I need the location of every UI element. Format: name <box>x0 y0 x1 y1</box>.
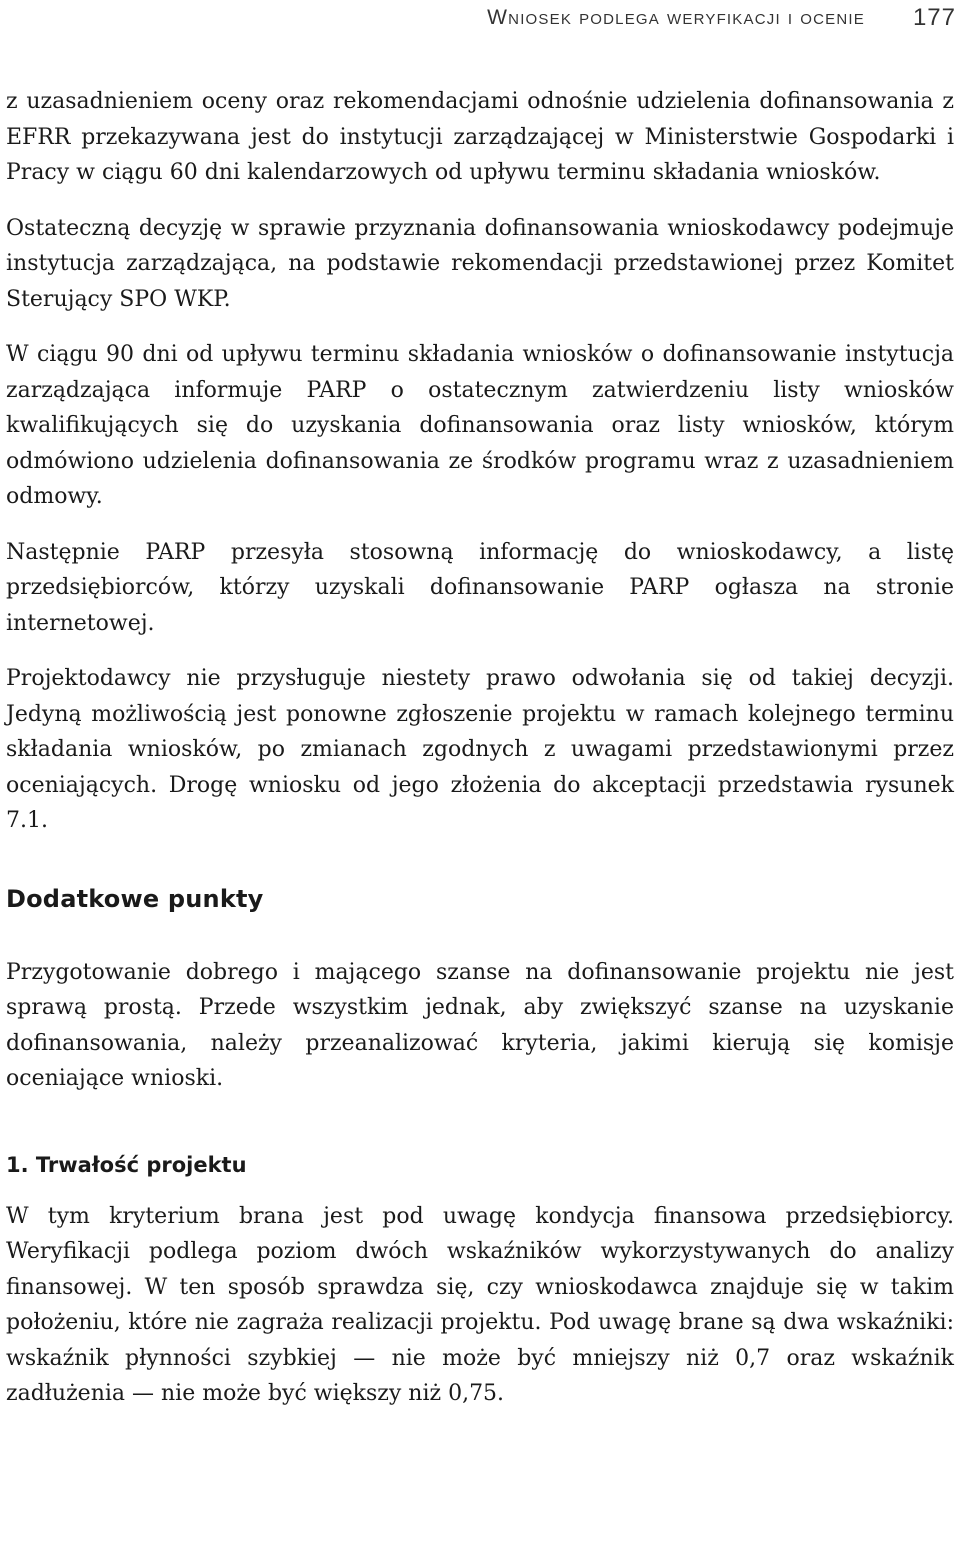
paragraph-no-appeal: Projektodawcy nie przysługuje niestety prawo odwołania się od takiej decyzji. Jedyną możliwością jest ponowne zgłoszenie projektu w ramach kolejnego terminu składania wniosków, po zmianach zgodnych z uwagami przedstawionymi przez oceniających. Drogę wniosku od jego złożenia do akceptacji przedstawia rysunek 7.1. <box>6 666 954 833</box>
paragraph-approval-notice: W ciągu 90 dni od upływu terminu składania wniosków o dofinansowanie instytucja zarządzająca informuje PARP o ostatecznym zatwierdzeniu listy wniosków kwalifikujących się do uzyskania dofinansowania oraz listy wniosków, którym odmówiono udzielenia dofinansowania ze środków programu wraz z uzasadnieniem odmowy. <box>6 342 954 509</box>
paragraph-parp-publication: Następnie PARP przesyła stosowną informację do wnioskodawcy, a listę przedsiębiorców, którzy uzyskali dofinansowanie PARP ogłasza na stronie internetowej. <box>6 539 954 636</box>
running-header <box>0 0 956 36</box>
running-header-title: Wniosek podlega weryfikacji i ocenie <box>487 6 865 29</box>
subsection-paragraph: W tym kryterium brana jest pod uwagę kondycja finansowa przedsiębiorcy. Weryfikacji podlega poziom dwóch wskaźników wykorzystywanych do analizy finansowej. W ten sposób sprawdza się, czy wnioskodawca znajduje się w takim położeniu, które nie zagraża realizacji projektu. Pod uwagę brane są dwa wskaźniki: wskaźnik płynności szybkiej — nie może być mniejszy niż 0,7 oraz wskaźnik zadłużenia — nie może być większy niż 0,75. <box>6 1203 954 1406</box>
paragraph-final-decision: Ostateczną decyzję w sprawie przyznania dofinansowania wnioskodawcy podejmuje instytucja zarządzająca, na podstawie rekomendacji przedstawionej przez Komitet Sterujący SPO WKP. <box>6 215 954 312</box>
section-intro-paragraph: Przygotowanie dobrego i mającego szanse na dofinansowanie projektu nie jest sprawą prostą. Przede wszystkim jednak, aby zwiększyć szanse na uzyskanie dofinansowania, należy przeanalizować kryteria, jakimi kierują się komisje oceniające wnioski. <box>6 959 954 1091</box>
subsection-heading: 1. Trwałość projektu <box>6 1152 247 1177</box>
page-number: 177 <box>912 4 956 31</box>
paragraph-evaluation-transfer: z uzasadnieniem oceny oraz rekomendacjami odnośnie udzielenia dofinansowania z EFRR przekazywana jest do instytucji zarządzającej w Ministerstwie Gospodarki i Pracy w ciągu 60 dni kalendarzowych od upływu terminu składania wniosków. <box>6 89 954 185</box>
section-heading: Dodatkowe punkty <box>6 884 264 913</box>
page-content <box>6 84 954 1432</box>
